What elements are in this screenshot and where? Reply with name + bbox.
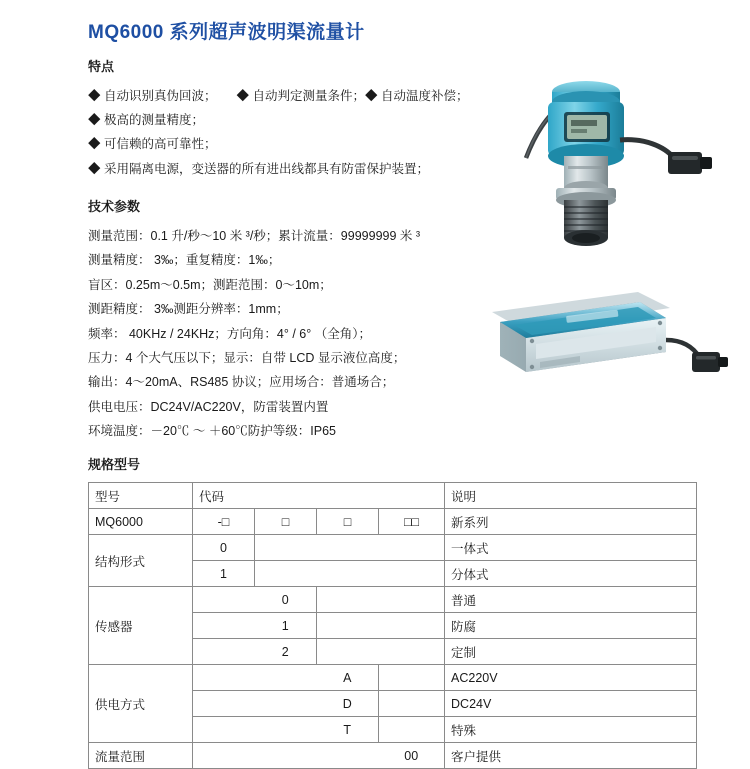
params-heading: 技术参数 — [88, 199, 141, 215]
params-list — [88, 224, 488, 443]
features-list — [88, 84, 488, 182]
code-cell-blank — [317, 639, 445, 665]
header-desc: 说明 — [445, 483, 697, 509]
code-cell-blank — [193, 743, 379, 769]
row-label: 结构形式 — [89, 535, 193, 587]
code-cell-blank — [193, 717, 317, 743]
code-cell: 1 — [193, 561, 255, 587]
code-cell: 0 — [255, 587, 317, 613]
row-desc: 新系列 — [445, 509, 697, 535]
code-cell-blank — [193, 691, 317, 717]
specification-table — [88, 482, 697, 769]
param-line: 测量范围：0.1 升/秒～10 米 ³/秒；累计流量：99999999 米 ³ — [88, 229, 421, 244]
param-line: 测量精度： 3‰；重复精度：1‰； — [88, 253, 281, 268]
row-desc: 普通 — [445, 587, 697, 613]
list-item: ◆ 可信赖的高可靠性； — [88, 137, 217, 152]
code-cell: 2 — [255, 639, 317, 665]
list-item: ◆ 极高的测量精度； — [88, 113, 204, 128]
code-cell-blank — [193, 665, 317, 691]
table-row — [89, 587, 697, 613]
param-line: 测距精度： 3‰测距分辨率：1mm； — [88, 302, 289, 317]
feature-text: ◆ 自动温度补偿； — [364, 88, 469, 103]
content-left-column — [88, 59, 488, 444]
code-cell: □ — [255, 509, 317, 535]
page-title: MQ6000 系列超声波明渠流量计 — [88, 22, 365, 43]
param-line: 输出：4～20mA、RS485 协议；应用场合：普通场合； — [88, 375, 395, 390]
row-label: MQ6000 — [89, 509, 193, 535]
code-cell: -□ — [193, 509, 255, 535]
code-cell-blank — [193, 639, 255, 665]
code-cell-blank — [255, 535, 445, 561]
code-cell-blank — [379, 717, 445, 743]
code-cell-blank — [255, 561, 445, 587]
header-code: 代码 — [193, 483, 445, 509]
code-cell-blank — [317, 587, 445, 613]
code-cell-blank — [379, 665, 445, 691]
row-desc: DC24V — [445, 691, 697, 717]
spec-heading: 规格型号 — [88, 457, 141, 473]
code-cell-blank — [193, 613, 255, 639]
code-cell: D — [317, 691, 379, 717]
table-row — [89, 509, 697, 535]
param-line: 供电电压：DC24V/AC220V，防雷装置内置 — [88, 399, 329, 414]
code-cell: T — [317, 717, 379, 743]
feature-text: ◆ 自动识别真伪回波； — [88, 88, 217, 103]
list-item — [88, 84, 488, 108]
param-line: 频率： 40KHz / 24KHz；方向角：4° / 6° （全角）； — [88, 326, 371, 341]
product-photo-controller — [470, 278, 732, 390]
code-cell: □ — [317, 509, 379, 535]
code-cell: A — [317, 665, 379, 691]
table-row — [89, 743, 697, 769]
row-label: 供电方式 — [89, 665, 193, 743]
row-desc: AC220V — [445, 665, 697, 691]
code-cell: □□ — [379, 509, 445, 535]
code-cell: 00 — [379, 743, 445, 769]
param-line: 环境温度：－20℃ ～ ＋60℃防护等级：IP65 — [88, 424, 336, 439]
feature-text: ◆ 自动判定测量条件； — [236, 88, 365, 103]
code-cell: 1 — [255, 613, 317, 639]
row-desc: 定制 — [445, 639, 697, 665]
row-desc: 特殊 — [445, 717, 697, 743]
features-heading: 特点 — [88, 58, 115, 74]
row-desc: 一体式 — [445, 535, 697, 561]
table-header-row — [89, 483, 697, 509]
row-desc: 防腐 — [445, 613, 697, 639]
param-line: 压力：4 个大气压以下；显示：自带 LCD 显示液位高度； — [88, 350, 406, 365]
param-line: 盲区：0.25m～0.5m；测距范围：0～10m； — [88, 277, 332, 292]
code-cell: 0 — [193, 535, 255, 561]
row-label: 传感器 — [89, 587, 193, 665]
code-cell-blank — [379, 691, 445, 717]
product-photo-transmitter — [468, 54, 736, 268]
list-item: ◆ 采用隔离电源，变送器的所有进出线都具有防雷保护装置； — [88, 161, 429, 176]
row-desc: 客户提供 — [445, 743, 697, 769]
table-row — [89, 665, 697, 691]
row-label: 流量范围 — [89, 743, 193, 769]
code-cell-blank — [193, 587, 255, 613]
header-model: 型号 — [89, 483, 193, 509]
table-row — [89, 535, 697, 561]
row-desc: 分体式 — [445, 561, 697, 587]
code-cell-blank — [317, 613, 445, 639]
